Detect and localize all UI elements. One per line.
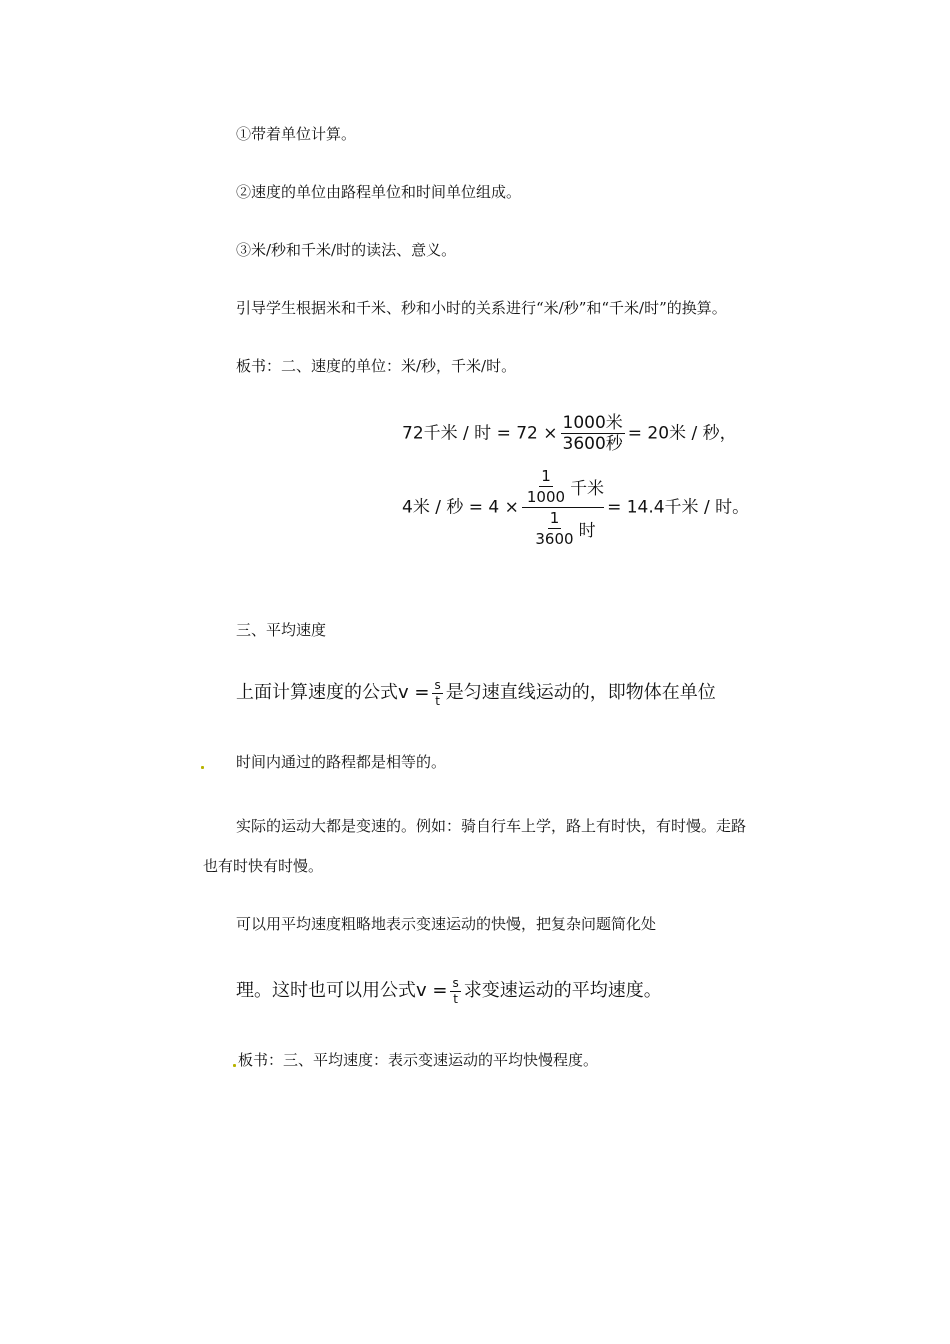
formula-4-prefix: 理。这时也可以用公式v = [236,980,448,1001]
formula-average-speed-line [236,976,662,1006]
formula-2-compound-fraction [522,468,604,547]
formula-4-suffix: 求变速运动的平均速度。 [463,980,662,1001]
formula-2-num-fraction [525,468,567,505]
paragraph-item-2: ②速度的单位由路程单位和时间单位组成。 [236,183,522,201]
bullet-dot [201,766,204,769]
formula-4-numerator: s [452,975,459,990]
paragraph-item-3: ③米/秒和千米/时的读法、意义。 [236,241,457,259]
formula-1-denominator: 3600秒 [562,434,623,454]
formula-3-prefix: 上面计算速度的公式v = [236,682,430,703]
formula-3-numerator: s [434,677,441,692]
formula-2-den-num: 1 [549,509,560,527]
formula-1-rhs: = 20米 / 秒， [627,423,737,444]
bullet-dot [233,1064,236,1067]
formula-1-lhs: 72千米 / 时 = 72 × [402,423,558,444]
formula-ms-to-kmh [402,468,749,547]
formula-3-fraction [432,679,442,708]
formula-2-num-num: 1 [541,467,551,485]
formula-2-den-unit: 时 [578,521,596,541]
formula-kmh-to-ms [402,414,737,453]
formula-3-denominator: t [435,693,440,708]
paragraph-uniform-distance: 时间内通过的路程都是相等的。 [236,753,447,771]
formula-2-num-den: 1000 [526,488,566,506]
formula-2-rhs: = 14.4千米 / 时。 [607,497,750,518]
paragraph-average-speed-usage: 可以用平均速度粗略地表示变速运动的快慢，把复杂问题简化处 [236,915,657,933]
formula-1-numerator: 1000米 [562,413,623,433]
paragraph-conversion-guide: 引导学生根据米和千米、秒和小时的关系进行“米/秒”和“千米/时”的换算。 [236,299,727,317]
formula-2-den-fraction [533,510,575,547]
formula-2-denominator [530,508,595,547]
paragraph-variable-motion-1: 实际的运动大都是变速的。例如：骑自行车上学，路上有时快，有时慢。走路 [236,817,747,835]
paragraph-variable-motion-2: 也有时快有时慢。 [203,857,324,875]
formula-4-denominator: t [453,991,458,1006]
board-note-speed-units: 板书：二、速度的单位：米/秒，千米/时。 [236,357,517,375]
formula-2-lhs: 4米 / 秒 = 4 × [402,497,519,518]
section-heading-average-speed: 三、平均速度 [236,621,327,639]
formula-2-den-den: 3600 [535,530,574,548]
paragraph-item-1: ①带着单位计算。 [236,125,357,143]
formula-2-numerator [522,468,604,508]
board-note-average-speed: 板书：三、平均速度：表示变速运动的平均快慢程度。 [238,1051,599,1069]
formula-1-fraction [561,414,625,453]
formula-2-num-unit: 千米 [570,479,605,499]
formula-uniform-speed-line [236,678,716,708]
formula-3-suffix: 是匀速直线运动的，即物体在单位 [445,682,716,703]
formula-4-fraction [450,977,460,1006]
